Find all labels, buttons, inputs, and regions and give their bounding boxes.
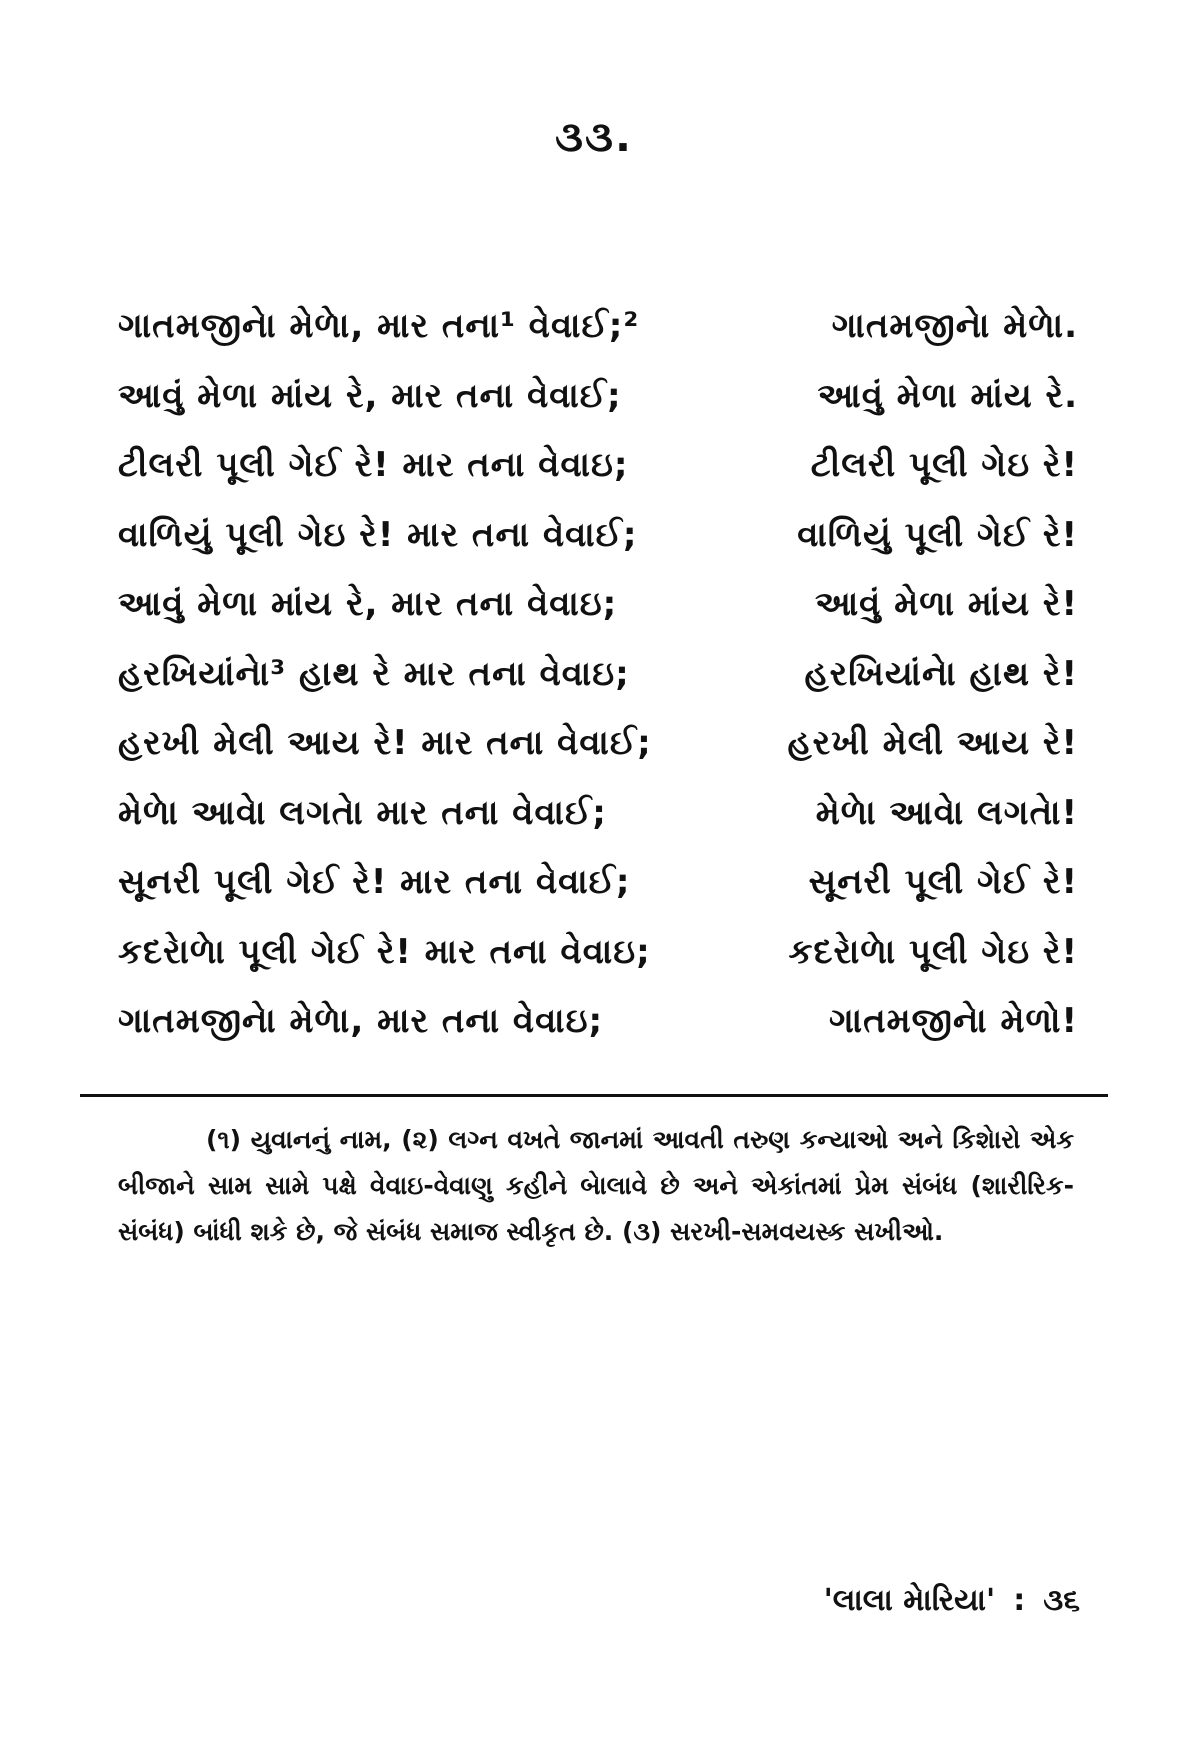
poem-line [118, 570, 1078, 640]
footnote-divider [80, 1094, 1108, 1097]
footer-page-number: ૩૬ [1043, 1583, 1080, 1618]
poem-line-right: હરખિયાંનેા હાથ રે! [804, 653, 1078, 694]
poem [118, 292, 1078, 1057]
poem-line-right: ટીલરી પૂલી ગેઇ રે! [810, 445, 1078, 485]
poem-line-left: કદરેાળેા પૂલી ગેઈ રે! માર તના વેવાઇ; [118, 931, 651, 972]
poem-line-right: કદરેાળેા પૂલી ગેઇ રે! [788, 931, 1078, 972]
poem-line-right: મેળેા આવેા લગતેા! [815, 792, 1078, 833]
poem-line-right: સૂનરી પૂલી ગેઈ રે! [808, 862, 1078, 902]
poem-line [118, 779, 1078, 849]
poem-line-right: હરખી મેલી આય રે! [787, 723, 1078, 763]
poem-line [118, 362, 1078, 432]
footer-title: 'લાલા મેારિયા' [823, 1583, 996, 1618]
poem-line-left: ગાતમજીનેા મેળેા, માર તના¹ વેવાઈ;² [118, 306, 640, 346]
poem-line [118, 987, 1078, 1057]
poem-line-right: આવું મેળા માંય રે! [814, 584, 1078, 624]
poem-line [118, 292, 1078, 362]
footnote-text: (૧) યુવાનનું નામ, (૨) લગ્ન વખતે જાનમાં આવતી તરુણ કન્યાઓ અને કિશેારો એક બીજાને સામ સામે પક્ષે વેવાઇ-વેવાણુ કહીને બેાલાવે છે અને એકાંતમાં પ્રેમ સંબંધ (શારીરિક-સંબંધ) બાંધી શકે છે, જે સંબંધ સમાજ સ્વીકૃત છે. (૩) સરખી-સમવયસ્ક સખીઓ. [118, 1125, 1074, 1246]
poem-line [118, 501, 1078, 571]
poem-line-right: ગાતમજીનેા મેળેા. [831, 306, 1078, 346]
poem-line-left: સૂનરી પૂલી ગેઈ રે! માર તના વેવાઈ; [118, 862, 631, 902]
poem-line [118, 918, 1078, 988]
poem-line [118, 848, 1078, 918]
poem-line [118, 709, 1078, 779]
poem-line-left: વાળિયું પૂલી ગેઇ રે! માર તના વેવાઈ; [118, 514, 638, 555]
poem-line [118, 431, 1078, 501]
running-footer [824, 1583, 1080, 1618]
poem-line [118, 640, 1078, 710]
poem-line-left: આવું મેળા માંય રે, માર તના વેવાઇ; [118, 584, 618, 624]
footnotes [118, 1117, 1074, 1255]
poem-line-left: આવું મેળા માંય રે, માર તના વેવાઈ; [118, 375, 622, 416]
poem-line-left: હરખી મેલી આય રે! માર તના વેવાઈ; [118, 723, 652, 763]
poem-line-left: હરખિયાંનેા³ હાથ રે માર તના વેવાઇ; [118, 653, 630, 694]
footer-separator: : [1013, 1583, 1026, 1618]
poem-line-right: ગાતમજીનેા મેળો! [828, 1001, 1078, 1041]
poem-line-right: આવું મેળા માંય રે. [817, 375, 1078, 416]
page-number: ૩૩. [555, 112, 633, 161]
poem-line-left: ગાતમજીનેા મેળેા, માર તના વેવાઇ; [118, 1001, 604, 1041]
poem-line-left: મેળેા આવેા લગતેા માર તના વેવાઈ; [118, 792, 607, 833]
poem-line-left: ટીલરી પૂલી ગેઈ રે! માર તના વેવાઇ; [118, 445, 629, 485]
poem-line-right: વાળિયું પૂલી ગેઈ રે! [797, 514, 1078, 555]
